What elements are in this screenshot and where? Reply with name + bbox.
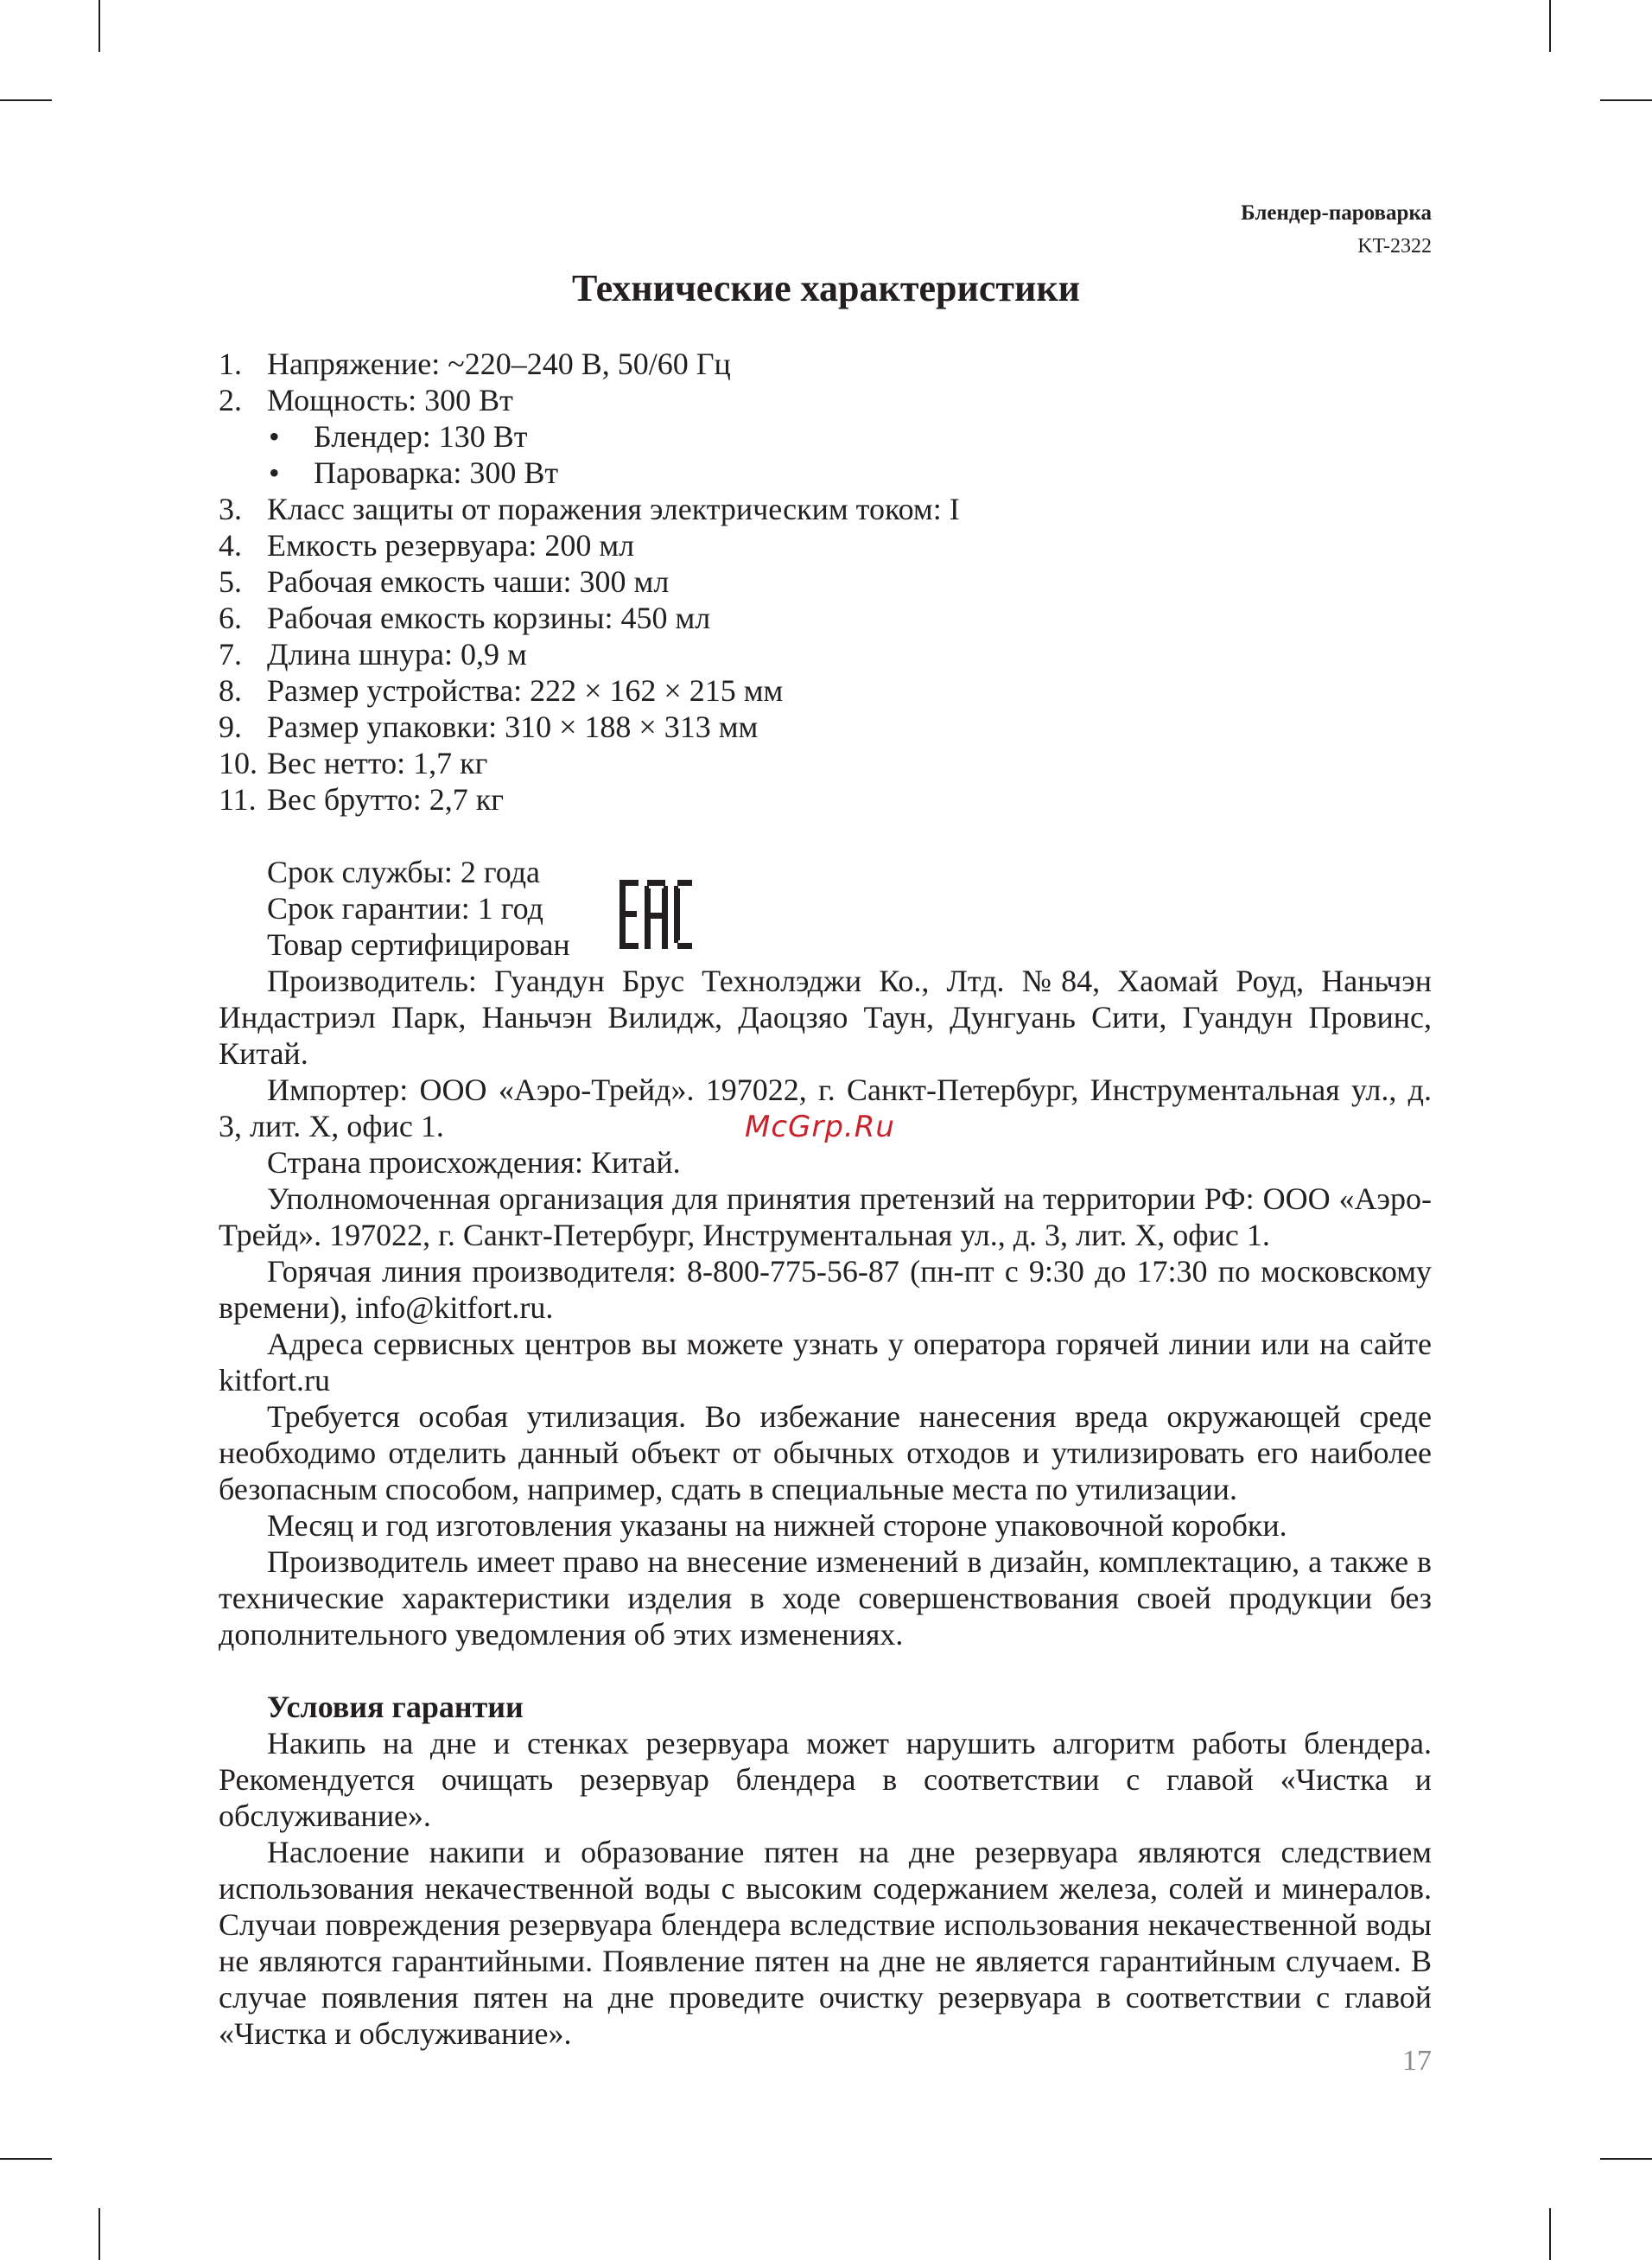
spec-number: 4.: [219, 528, 242, 563]
page-number: 17: [1402, 2045, 1432, 2077]
crop-mark-left-top: [0, 99, 52, 101]
warranty-paragraph: Накипь на дне и стенках резервуара может нарушить алгоритм работы блендера. Рекомендуется очищать резервуар блендера в соответствии с главой «Чистка и обслуживание».: [219, 1726, 1432, 1833]
crop-mark-left-bottom: [0, 2158, 52, 2160]
spacer: [219, 1652, 1432, 1689]
spec-number: 9.: [219, 710, 242, 744]
manufacturer-paragraph: Производитель: Гуандун Брус Технолэджи Ко., Лтд. №84, Хаомай Роуд, Наньчэн Индастриэл Парк, Наньчэн Вилидж, Даоцзяо Таун, Дунгуань Сити, Гуандун Провинс, Китай.: [219, 964, 1432, 1071]
spec-number: 7.: [219, 637, 242, 672]
running-header: [1241, 197, 1432, 263]
product-name: Блендер-пароварка: [1241, 201, 1432, 225]
spec-text: Рабочая емкость корзины: 450 мл: [267, 601, 711, 635]
spec-item: [219, 527, 1432, 563]
spec-text: Емкость резервуара: 200 мл: [267, 528, 635, 563]
spec-text: Мощность: 300 Вт: [267, 383, 513, 417]
spec-number: 8.: [219, 673, 242, 708]
manufacture-date-paragraph: Месяц и год изготовления указаны на нижней стороне упаковочной коробки.: [267, 1508, 1287, 1543]
spec-item: [219, 600, 1432, 636]
warranty-period: Срок гарантии: 1 год: [267, 891, 543, 926]
changes-paragraph: Производитель имеет право на внесение изменений в дизайн, комплектацию, а также в технические характеристики изделия в ходе совершенствования своей продукции без дополнительного уведомления об этих изменениях.: [219, 1544, 1432, 1652]
sub-item: [219, 455, 1432, 491]
bullet: •: [269, 455, 280, 490]
watermark-text: McGrp.Ru: [745, 1110, 895, 1144]
origin-paragraph: Страна происхождения: Китай.: [267, 1145, 681, 1180]
crop-mark-bottom-right: [1549, 2208, 1551, 2260]
eac-mark-icon: [620, 880, 692, 949]
spec-list: [219, 346, 1432, 818]
spec-item: [219, 382, 1432, 491]
certified-text: Товар сертифицирован: [267, 927, 570, 962]
bullet: •: [269, 419, 280, 454]
spec-number: 11.: [219, 782, 257, 817]
sub-item: [219, 418, 1432, 455]
power-sub-list: [219, 418, 1432, 491]
spec-item: [219, 563, 1432, 600]
crop-mark-right-top: [1600, 99, 1652, 101]
spec-item: [219, 745, 1432, 781]
spec-item: [219, 781, 1432, 818]
crop-mark-top-right: [1549, 0, 1551, 52]
spec-number: 3.: [219, 492, 242, 526]
spec-text: Размер упаковки: 310 × 188 × 313 мм: [267, 710, 759, 744]
spec-item: [219, 491, 1432, 527]
spec-item: [219, 346, 1432, 382]
warranty-section-title: Условия гарантии: [267, 1690, 524, 1724]
spec-item: [219, 709, 1432, 745]
disposal-paragraph: Требуется особая утилизация. Во избежание нанесения вреда окружающей среде необходимо отделить данный объект от обычных отходов и утилизировать его наиболее безопасным способом, например, сдать в специальные места по утилизации.: [219, 1399, 1432, 1506]
spec-text: Вес брутто: 2,7 кг: [267, 782, 504, 817]
spec-item: [219, 636, 1432, 672]
importer-paragraph: Импортер: ООО «Аэро-Трейд». 197022, г. Санкт-Петербург, Инструментальная ул., д. 3, лит. Х, офис 1.: [219, 1073, 1432, 1143]
spacer: [219, 818, 1432, 854]
crop-mark-top-left: [98, 0, 100, 52]
spec-text: Рабочая емкость чаши: 300 мл: [267, 564, 670, 599]
spec-number: 6.: [219, 601, 242, 635]
crop-mark-bottom-left: [98, 2208, 100, 2260]
spec-text: Класс защиты от поражения электрическим током: I: [267, 492, 960, 526]
crop-mark-right-bottom: [1600, 2158, 1652, 2160]
sub-text: Пароварка: 300 Вт: [314, 455, 559, 490]
hotline-paragraph: Горячая линия производителя: 8-800-775-56-87 (пн-пт с 9:30 до 17:30 по московскому времени), info@kitfort.ru.: [219, 1254, 1432, 1325]
spec-number: 1.: [219, 347, 242, 381]
service-life: Срок службы: 2 года: [267, 855, 541, 889]
page-title: Технические характеристики: [571, 267, 1081, 309]
spec-number: 2.: [219, 383, 242, 417]
document-body: [219, 346, 1432, 2052]
sub-text: Блендер: 130 Вт: [314, 419, 528, 454]
spec-number: 10.: [219, 746, 257, 780]
spec-text: Размер устройства: 222 × 162 × 215 мм: [267, 673, 784, 708]
warranty-paragraph: Наслоение накипи и образование пятен на дне резервуара являются следствием использования некачественной воды с высоким содержанием железа, солей и минералов. Случаи повреждения резервуара блендера вследствие использования некачественной воды не являются гарантийными. Появление пятен на дне не является гарантийным случаем. В случае появления пятен на дне проведите очистку резервуара в соответствии с главой «Чистка и обслуживание».: [219, 1835, 1432, 2051]
spec-text: Длина шнура: 0,9 м: [267, 637, 527, 672]
service-centers-paragraph: Адреса сервисных центров вы можете узнать у оператора горячей линии или на сайте kitfort.ru: [219, 1327, 1432, 1397]
authorized-org-paragraph: Уполномоченная организация для принятия претензий на территории РФ: ООО «Аэро-Трейд». 197022, г. Санкт-Петербург, Инструментальная ул., д. 3, лит. Х, офис 1.: [219, 1181, 1432, 1252]
spec-text: Вес нетто: 1,7 кг: [267, 746, 488, 780]
spec-text: Напряжение: ~220–240 В, 50/60 Гц: [267, 347, 731, 381]
certification-block: [219, 854, 1432, 963]
spec-item: [219, 672, 1432, 709]
spec-number: 5.: [219, 564, 242, 599]
product-model: KT-2322: [1357, 235, 1432, 258]
